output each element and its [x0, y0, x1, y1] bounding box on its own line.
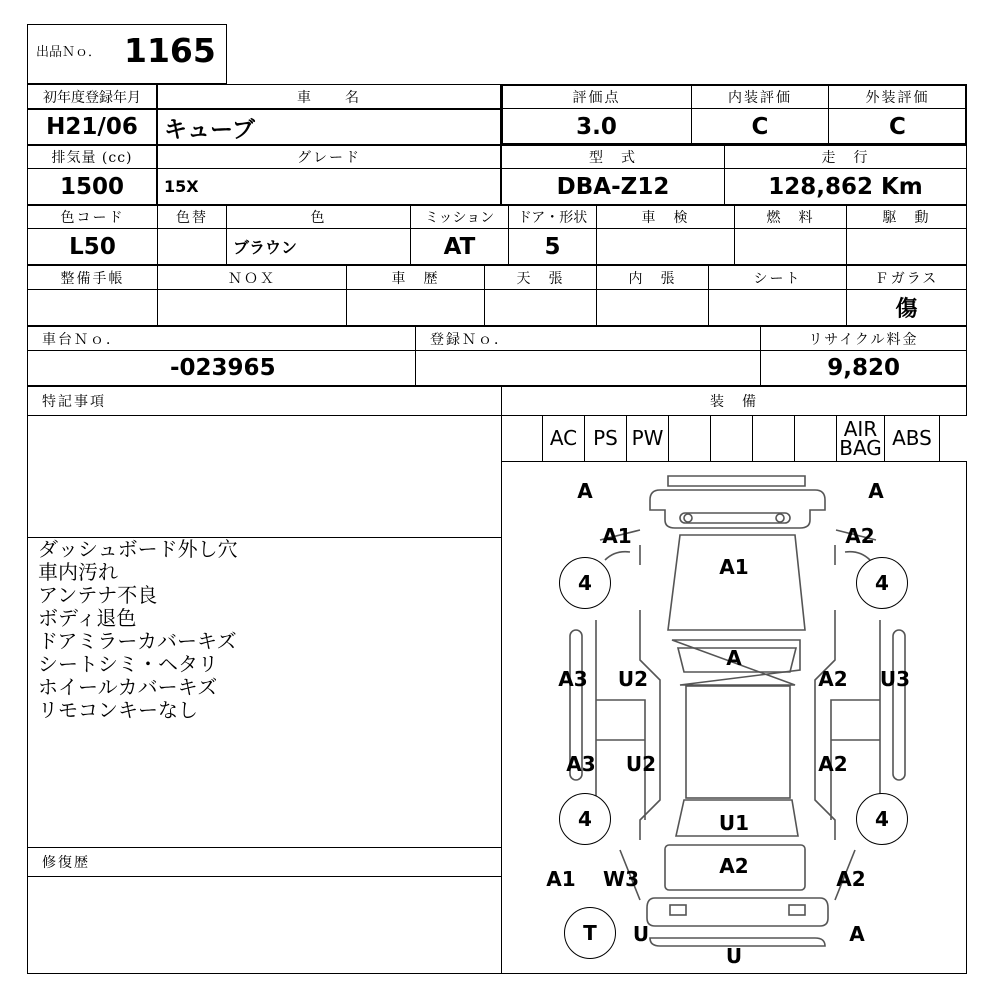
note-item: リモコンキーなし — [38, 698, 198, 722]
exterior-rating-label: 外装評価 — [828, 84, 967, 109]
interior-trim-label: 内 張 — [596, 265, 709, 290]
equipment-item: PS — [584, 415, 627, 462]
repair-history-area — [27, 876, 502, 974]
rear-right-tyre: 4 — [856, 793, 908, 845]
transmission-value: AT — [410, 228, 509, 265]
front-left-sill-mark: U2 — [617, 667, 649, 691]
displacement-value: 1500 — [27, 168, 157, 205]
score-value: 3.0 — [501, 108, 692, 145]
chassis-number-label: 車台Ｎｏ． — [27, 326, 416, 351]
note-item: ドアミラーカバーキズ — [38, 629, 237, 653]
inspection-value — [596, 228, 735, 265]
service-book-value — [27, 289, 158, 326]
equipment-label: 装 備 — [501, 386, 967, 416]
interior-rating-label: 内装評価 — [691, 84, 829, 109]
displacement-label: 排気量 (cc) — [27, 145, 157, 169]
door-shape-label: ドア・形状 — [508, 205, 597, 229]
front-left-tyre: 4 — [559, 557, 611, 609]
tailgate-mark: A2 — [719, 854, 749, 878]
equipment-item: AC — [542, 415, 585, 462]
front-right-bumper-mark: A — [868, 479, 884, 503]
equipment-item — [752, 415, 795, 462]
recycle-fee-label: リサイクル料金 — [760, 326, 967, 351]
color-change-value — [157, 228, 227, 265]
grade-label: グレード — [157, 145, 501, 169]
reg-date-value: H21/06 — [27, 109, 157, 145]
rear-roof-mark: U1 — [718, 811, 750, 835]
lot-number-value: 1165 — [124, 31, 216, 70]
drive-value — [846, 228, 967, 265]
note-item: アンテナ不良 — [38, 583, 158, 607]
lot-number-label: 出品Ｎｏ． — [36, 45, 102, 60]
vehicle-history-label: 車 歴 — [346, 265, 485, 290]
note-item: ホイールカバーキズ — [38, 675, 218, 699]
damage-diagram-area — [501, 461, 967, 974]
note-item: ダッシュボード外し穴 — [38, 537, 238, 561]
fuel-value — [734, 228, 847, 265]
note-item: シートシミ・ヘタリ — [38, 652, 218, 676]
inspection-label: 車 検 — [596, 205, 735, 229]
front-right-sill-mark: U3 — [879, 667, 911, 691]
mileage-value: 128,862 Km — [724, 168, 967, 205]
exterior-rating-value: C — [828, 108, 967, 145]
service-book-label: 整備手帳 — [27, 265, 158, 290]
special-notes-label: 特記事項 — [27, 386, 502, 416]
equipment-item — [501, 415, 543, 462]
reg-date-label: 初年度登録年月 — [27, 84, 157, 109]
mileage-label: 走 行 — [724, 145, 967, 169]
rear-left-tyre: 4 — [559, 793, 611, 845]
rear-left-lamp-mark: W3 — [603, 867, 639, 891]
spare-tyre: T — [564, 907, 616, 959]
registration-number-value — [415, 350, 761, 386]
front-right-tyre: 4 — [856, 557, 908, 609]
nox-label: ＮＯＸ — [157, 265, 347, 290]
rear-left-quarter-mark: A1 — [546, 867, 576, 891]
hood-mark: A1 — [719, 555, 749, 579]
headliner-value — [484, 289, 597, 326]
fuel-label: 燃 料 — [734, 205, 847, 229]
front-left-door-mark: A3 — [558, 667, 588, 691]
vehicle-history-value — [346, 289, 485, 326]
front-glass-label: Ｆガラス — [846, 265, 967, 290]
front-left-fender-mark: A1 — [602, 524, 632, 548]
car-name-label: 車 名 — [157, 84, 501, 109]
lot-number-box — [27, 24, 227, 84]
rear-right-bumper-mark: A — [849, 922, 865, 946]
interior-trim-value — [596, 289, 709, 326]
repair-history-label: 修復歴 — [27, 847, 502, 877]
model-value: DBA-Z12 — [501, 168, 725, 205]
front-right-fender-mark: A2 — [845, 524, 875, 548]
equipment-item — [710, 415, 753, 462]
color-change-label: 色替 — [157, 205, 227, 229]
seat-value — [708, 289, 847, 326]
color-code-value: L50 — [27, 228, 158, 265]
seat-label: シート — [708, 265, 847, 290]
note-item: ボディ退色 — [38, 606, 137, 630]
score-label: 評価点 — [501, 84, 692, 109]
registration-number-label: 登録Ｎｏ． — [415, 326, 761, 351]
rear-right-quarter-mark: A2 — [836, 867, 866, 891]
car-name-value: キューブ — [157, 109, 501, 145]
interior-rating-value: C — [691, 108, 829, 145]
equipment-item: AIR BAG — [836, 415, 885, 462]
note-item: 車内汚れ — [38, 560, 118, 584]
headliner-label: 天 張 — [484, 265, 597, 290]
equipment-item: PW — [626, 415, 669, 462]
door-shape-value: 5 — [508, 228, 597, 265]
front-glass-value: 傷 — [846, 289, 967, 326]
rear-bumper-mark: U — [725, 944, 743, 968]
color-value: ブラウン — [226, 228, 411, 265]
front-left-bumper-mark: A — [577, 479, 593, 503]
transmission-label: ミッション — [410, 205, 509, 229]
chassis-number-value: -023965 — [27, 350, 416, 386]
grade-value: 15X — [157, 168, 501, 205]
equipment-item: ABS — [884, 415, 940, 462]
equipment-item — [668, 415, 711, 462]
special-notes-area — [27, 415, 502, 538]
recycle-fee-value: 9,820 — [760, 350, 967, 386]
drive-label: 駆 動 — [846, 205, 967, 229]
front-right-door-mark: A2 — [818, 667, 848, 691]
model-label: 型 式 — [501, 145, 725, 169]
color-label: 色 — [226, 205, 411, 229]
roof-mark: A — [726, 646, 742, 670]
equipment-item — [794, 415, 837, 462]
color-code-label: 色コード — [27, 205, 158, 229]
nox-value — [157, 289, 347, 326]
rear-left-sill-mark: U2 — [625, 752, 657, 776]
rear-left-door-mark: A3 — [566, 752, 596, 776]
rear-left-bumper-mark: U — [632, 922, 650, 946]
rear-right-door-mark: A2 — [818, 752, 848, 776]
